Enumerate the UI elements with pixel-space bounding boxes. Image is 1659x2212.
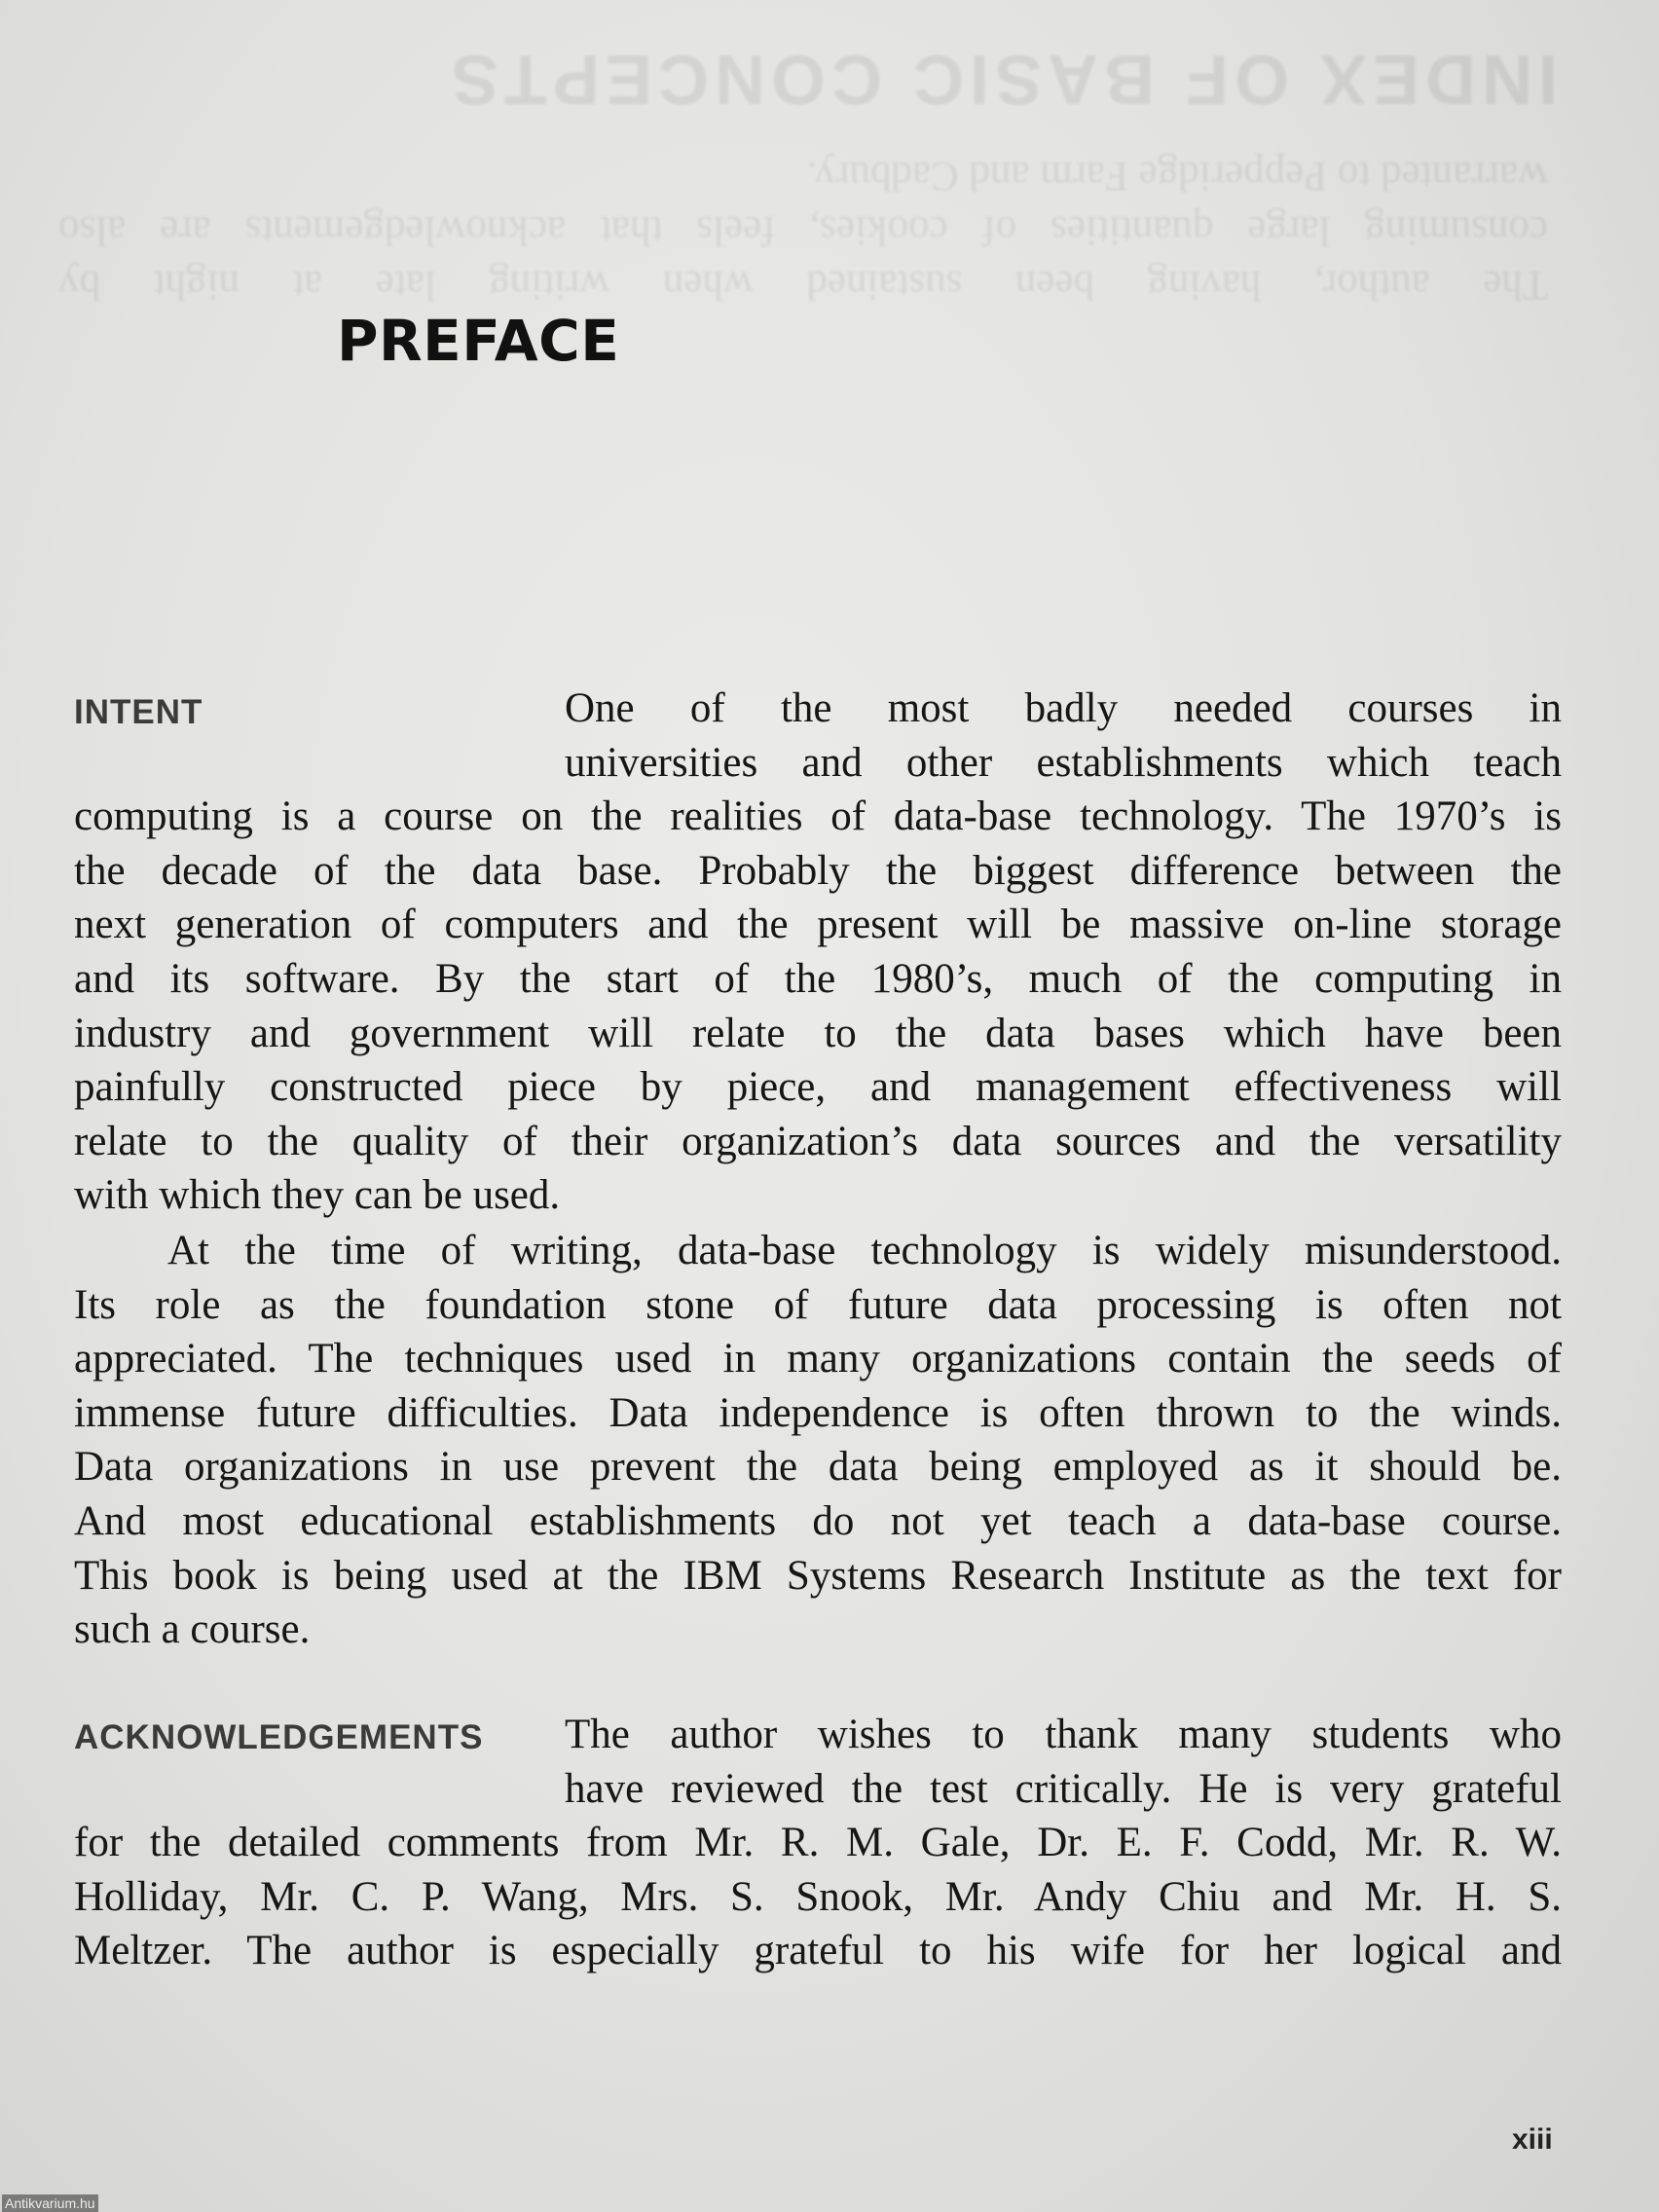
bleed-line: The author, having been sustained when writing late at night by <box>58 262 1548 308</box>
text-line: One of the most badly needed courses in <box>565 685 1562 731</box>
text-line: Holliday, Mr. C. P. Wang, Mrs. S. Snook, Mr. Andy Chiu and Mr. H. S. <box>74 1873 1562 1920</box>
text-line: for the detailed comments from Mr. R. M. Gale, Dr. E. F. Codd, Mr. R. W. <box>74 1820 1562 1866</box>
section-label-acknowledgements: ACKNOWLEDGEMENTS <box>74 1718 484 1756</box>
text-line: This book is being used at the IBM Systems Research Institute as the text for <box>74 1552 1562 1599</box>
text-line: next generation of computers and the present will be massive on-line storage <box>74 902 1562 948</box>
text-line: with which they can be used. <box>74 1172 561 1219</box>
page-number: xiii <box>1512 2123 1553 2156</box>
intent-paragraph-2 <box>74 1224 1562 1657</box>
text-line: And most educational establishments do not yet teach a data-base course. <box>74 1497 1562 1544</box>
watermark: Antikvarium.hu <box>2 2194 98 2212</box>
intent-paragraph-1 <box>74 682 1562 1223</box>
text-line: At the time of writing, data-base technology is widely misunderstood. <box>167 1228 1562 1273</box>
bleed-through-text <box>0 0 1659 312</box>
text-line: painfully constructed piece by piece, and management effectiveness will <box>74 1064 1562 1111</box>
text-line: industry and government will relate to the data bases which have been <box>74 1010 1562 1056</box>
text-line: relate to the quality of their organization’s data sources and the versatility <box>74 1118 1562 1164</box>
text-line: The author wishes to thank many students who <box>565 1712 1562 1757</box>
text-line: universities and other establishments which teach <box>565 739 1562 786</box>
text-line: immense future difficulties. Data independence is often thrown to the winds. <box>74 1389 1562 1436</box>
text-line: Data organizations in use prevent the data being employed as it should be. <box>74 1444 1562 1491</box>
text-line: such a course. <box>74 1606 311 1653</box>
page-title: PREFACE <box>337 308 620 374</box>
text-line: and its software. By the start of the 1980’s, much of the computing in <box>74 955 1562 1002</box>
bleed-heading: INDEX OF BASIC CONCEPTS <box>445 40 1558 118</box>
section-label-intent: INTENT <box>74 693 203 731</box>
text-line: computing is a course on the realities of data-base technology. The 1970’s is <box>74 793 1562 840</box>
text-line: the decade of the data base. Probably the biggest difference between the <box>74 847 1562 894</box>
text-line: have reviewed the test critically. He is very grateful <box>565 1765 1562 1812</box>
bleed-line: consuming large quantities of cookies, feels that acknowledgements are also <box>58 207 1548 253</box>
text-line: Meltzer. The author is especially grateful to his wife for her logical and <box>74 1928 1562 1974</box>
acknowledgements-paragraph <box>74 1708 1562 1978</box>
bleed-line: warranted to Pepperidge Farm and Cadbury. <box>806 153 1548 199</box>
text-line: Its role as the foundation stone of future data processing is often not <box>74 1281 1562 1328</box>
text-line: appreciated. The techniques used in many organizations contain the seeds of <box>74 1336 1562 1382</box>
